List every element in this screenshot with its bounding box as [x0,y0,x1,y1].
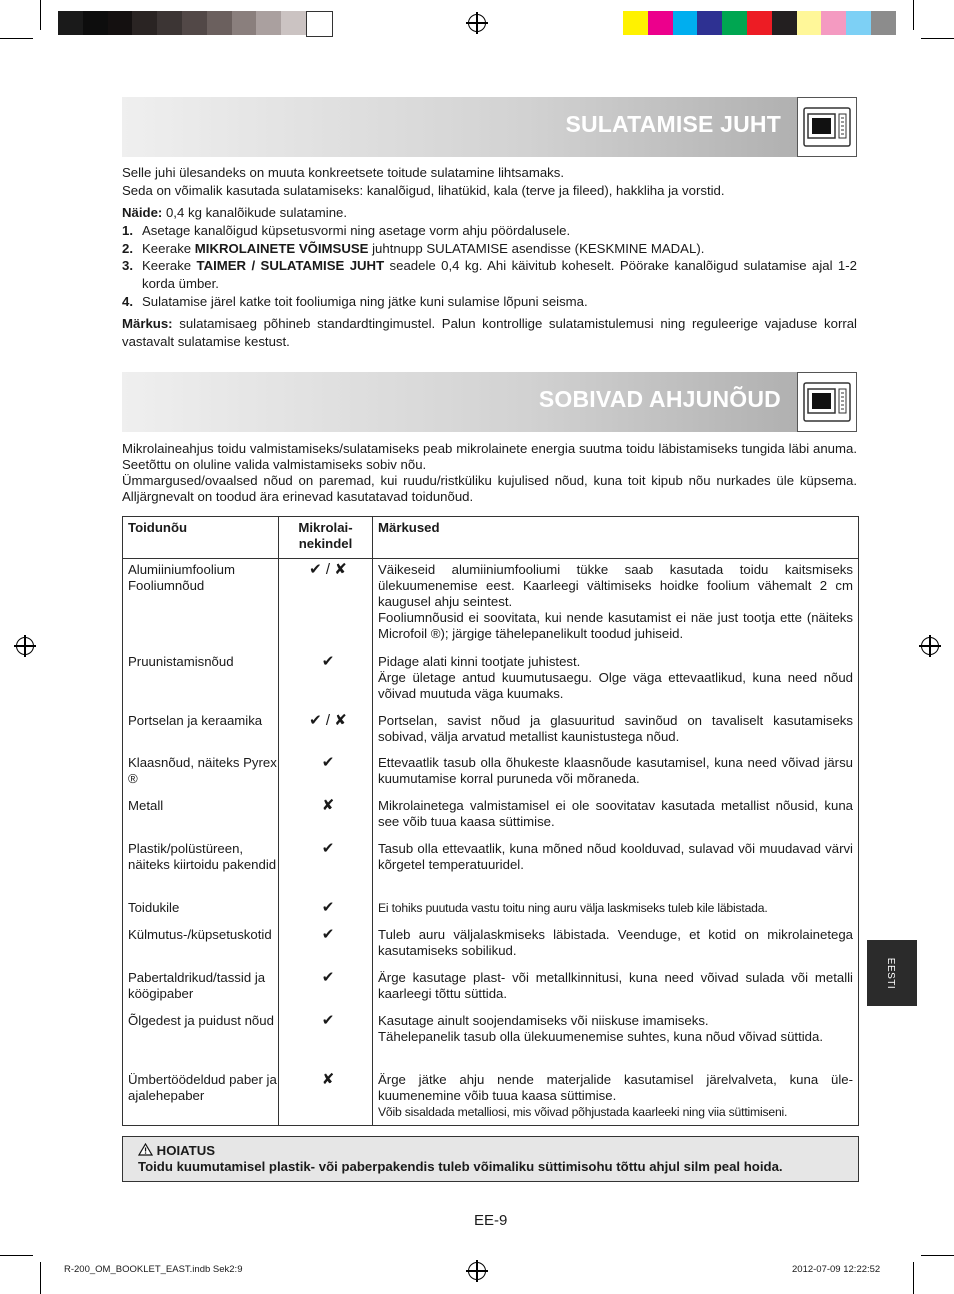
step-2 [122,240,857,258]
cookware-note [378,927,853,959]
gray-swatch [182,11,207,35]
note-text: sulatamisaeg põhineb standardtingimustel. Palun kontrollige sulatamistulemusi ning reguleerige vajaduse korral vastavalt sulatamise kestust. [122,316,857,349]
microwave-safe-mark: ✔ [321,1012,335,1029]
color-swatch [871,11,896,35]
microwave-safe-mark: ✘ [321,797,335,814]
color-swatch [797,11,822,35]
registration-mark-bottom [468,1262,486,1280]
step-number: 1. [122,223,133,238]
color-swatch [747,11,772,35]
note-text: Väikeseid alumiiniumfooliumi tükke saab kasutada toidu kaitsmiseks ülekuumenemise eest. Kaarleegi vältimiseks hoidke foolium vähemalt 2 cm kaugusel ahju seintest. Fooliumnõusid ei soovitata, kui nende kasutamist ei näe just tootja ette (näiteks Microfoil ®); järgige tähelepanelikult toodud juhiseid. [378,562,853,641]
cookware-name: Ümbertöödeldud paber ja ajalehepaber [128,1072,277,1103]
crop-mark [913,1262,914,1294]
warning-triangle-icon [138,1143,153,1156]
cookware-note [378,1013,853,1045]
step-text: Asetage kanalõigud küpsetusvormi ning asetage vorm ahju pöördalusele. [142,223,571,238]
gray-swatch [207,11,232,35]
cookware-note [378,798,853,830]
section-title: SULATAMISE JUHT [565,111,781,137]
gray-swatch [256,11,281,35]
control-name: MIKROLAINETE VÕIMSUSE [194,241,369,256]
cookware-note [378,1072,853,1120]
gray-swatch [281,11,306,35]
cookware-name: Külmutus-/küpsetuskotid [128,927,272,942]
gray-swatch [306,11,333,37]
section-header-suitable-cookware [122,372,857,432]
step-3 [122,257,857,292]
microwave-safe-mark: ✘ [321,1071,335,1088]
footer-timestamp: 2012-07-09 12:22:52 [792,1264,881,1275]
example-text: 0,4 kg kanalõikude sulatamine. [162,205,348,220]
language-tab [867,940,917,1006]
cookware-name: Õlgedest ja puidust nõud [128,1013,274,1028]
warning-box [122,1136,859,1182]
cookware-intro-1: Mikrolaineahjus toidu valmistamiseks/sulatamiseks peab mikrolainete energia suutma toidu läbistamiseks tungida läbi anuma. Seetõttu on oluline valida valmistamiseks sobiv nõu. [122,441,857,472]
intro-line-1: Selle juhi ülesandeks on muuta konkreetsete toitude sulatamine lihtsamaks. [122,165,565,180]
note-text: Ärge kasutage plast- või metallkinnitusi, kuna need võivad sulada või metalli kaarleegi tõttu süttida. [378,970,853,1001]
step-text: juhtnupp SULATAMISE asendisse (KESKMINE MADAL). [368,241,705,256]
gray-swatch [58,11,83,35]
cookware-name: Plastik/polüstüreen, näiteks kiirtoidu pakendid [128,841,277,872]
color-swatch [697,11,722,35]
crop-mark [0,1255,33,1256]
microwave-safe-mark: ✔ [321,840,335,857]
header-notes: Märkused [378,520,440,535]
intro-line-2: Seda on võimalik kasutada sulatamiseks: kanalõigud, lihatükid, kala (terve ja fileed), hakkliha ja vorstid. [122,183,725,198]
color-swatch [722,11,747,35]
registration-mark-left [16,637,34,655]
gray-swatch [132,11,157,35]
cookware-intro-2: Ümmargused/ovaalsed nõud on paremad, kui ruudu/ristküliku kujulised nõud, kuna toit kipub nõu nurkades üle küpsema. Alljärgnevalt on toodud ära erinevad kasutatavad toidunõud. [122,473,857,504]
note-text: Portselan, savist nõud ja glasuuritud savinõud on tavaliselt kasutamiseks sobivad, välja arvatud metallist kaunistustega nõud. [378,713,853,744]
microwave-safe-mark: ✔ / ✘ [309,712,347,729]
warning-text: Toidu kuumutamisel plastik- või paberpakendis tuleb võimaliku süttimisohu tõttu ahjul silm peal hoida. [138,1159,783,1174]
microwave-safe-mark: ✔ [321,926,335,943]
cookware-note [378,562,853,642]
example-line [122,204,857,222]
cookware-note [378,755,853,787]
microwave-safe-mark: ✔ [321,754,335,771]
header-cookware: Toidunõu [128,520,188,535]
microwave-safe-mark: ✔ / ✘ [309,561,347,578]
example-label: Näide: [122,205,163,220]
cookware-note [378,970,853,1002]
note-small-text: Võib sisaldada metalliosi, mis võivad põhjustada kaarleeki ning viia süttimiseni. [378,1105,788,1119]
cookware-name: Toidukile [128,900,180,915]
note-text: Ettevaatlik tasub olla õhukeste klaasnõude kasutamisel, kuna need võivad järsu kuumutamise korral puruneda või mõraneda. [378,755,853,786]
step-text: Keerake [142,241,195,256]
crop-mark [40,1262,41,1294]
gray-swatch [83,11,108,35]
warning-heading [138,1143,215,1158]
crop-mark [40,0,41,30]
gray-swatch [157,11,182,35]
note-paragraph [122,315,857,350]
step-4 [122,293,857,311]
microwave-safe-mark: ✔ [321,969,335,986]
registration-mark-top [468,14,486,32]
gray-swatch [108,11,133,35]
step-text: Keerake [142,258,197,273]
cookware-note [378,654,853,702]
cookware-note [378,713,853,745]
microwave-safe-mark: ✔ [321,653,335,670]
note-label: Märkus: [122,316,173,331]
crop-mark [921,1255,954,1256]
note-text: Tasub olla ettevaatlik, kuna mõned nõud koolduvad, sulavad või muudavad värvi kõrgetel temperatuuridel. [378,841,853,872]
step-number: 3. [122,258,133,273]
gray-swatch [232,11,257,35]
page-number: EE-9 [474,1212,508,1229]
color-swatch [846,11,871,35]
header-microwave-safe: Mikrolai- nekindel [298,520,353,551]
cookware-note [378,900,853,916]
cookware-table [122,516,859,1126]
step-number: 2. [122,241,133,256]
cookware-name: Portselan ja keraamika [128,713,263,728]
note-text: Mikrolainetega valmistamisel ei ole soovitatav kasutada metallist nõusid, kuna see võib tuua kaasa süttimise. [378,798,853,829]
step-1 [122,222,857,240]
microwave-oven-icon [797,372,857,432]
cookware-name: Pruunistamisnõud [128,654,234,669]
crop-mark [921,38,954,39]
crop-mark [913,0,914,30]
color-swatch [772,11,797,35]
section-title: SOBIVAD AHJUNÕUD [538,386,781,412]
note-small-text: Ei tohiks puutuda vastu toitu ning auru välja laskmiseks tuleb kile läbistada. [378,901,768,915]
cookware-name: Pabertaldrikud/tassid ja köögipaber [128,970,266,1001]
section-header-defrost-guide [122,97,857,157]
microwave-oven-icon [797,97,857,157]
microwave-safe-mark: ✔ [321,899,335,916]
registration-mark-right [921,637,939,655]
cookware-name: Alumiiniumfoolium Fooliumnõud [128,562,236,593]
color-swatch [673,11,698,35]
note-text: Kasutage ainult soojendamiseks või niiskuse imamiseks. Tähelepanelik tasub olla ülekuumenemise suhtes, kuna nõud võivad süttida. [378,1013,823,1044]
step-text: seadele 0,4 kg. Ahi käivitub koheselt. Pöörake kanalõigud sulatamise ajal 1-2 korda ümber. [142,258,857,291]
crop-mark [0,38,33,39]
color-swatch [623,11,648,35]
warning-title: HOIATUS [156,1143,216,1158]
language-label: EESTI [885,957,897,990]
note-text: Pidage alati kinni tootjate juhistest. Ärge ületage antud kuumutusaegu. Olge väga ettevaatlikud, kuna need nõud võivad muutuda väga kuumaks. [378,654,853,701]
step-text: Sulatamise järel katke toit fooliumiga ning jätke kuni sulamise lõpuni seisma. [142,294,588,309]
note-text: Tuleb auru väljalaskmiseks läbistada. Veenduge, et kotid on mikrolainetega kasutamiseks sobilikud. [378,927,853,958]
color-swatch [648,11,673,35]
cookware-note [378,841,853,873]
control-name: TAIMER / SULATAMISE JUHT [196,258,385,273]
footer-file-info: R-200_OM_BOOKLET_EAST.indb Sek2:9 [64,1264,243,1275]
cookware-name: Metall [128,798,164,813]
note-text: Ärge jätke ahju nende materjalide kasutamisel järelvalveta, kuna üle-kuumenemine võib tuua kaasa süttimise. [378,1072,853,1103]
cookware-name: Klaasnõud, näiteks Pyrex ® [128,755,277,786]
step-number: 4. [122,294,133,309]
color-swatch [821,11,846,35]
